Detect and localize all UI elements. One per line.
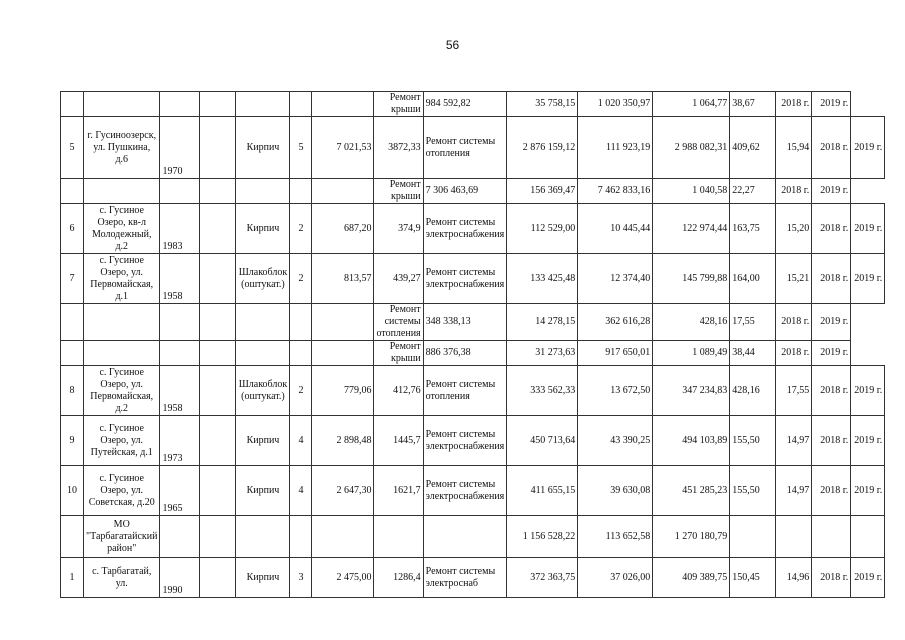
- table-row: [61, 92, 885, 117]
- address-cell: [84, 304, 160, 341]
- floors-cell: [290, 516, 312, 558]
- address-cell: [84, 341, 160, 366]
- table-row: [61, 179, 885, 204]
- cost-fund-cell: 411 655,15: [507, 466, 578, 516]
- cost-fund-cell: 333 562,33: [507, 366, 578, 416]
- year-start-cell: 2018 г.: [812, 466, 851, 516]
- cost-fund-cell: 14 278,15: [507, 304, 578, 341]
- year-start-cell: 2018 г.: [812, 366, 851, 416]
- cost-owners-cell: 13 672,50: [578, 366, 653, 416]
- total-area-cell: 2 475,00: [312, 558, 374, 598]
- cost-total-cell: 451 285,23: [653, 466, 730, 516]
- address-cell: с. Гусиное Озеро, ул. Первомайская, д.1: [84, 254, 160, 304]
- row-number-cell: [61, 304, 84, 341]
- row-number-cell: 8: [61, 366, 84, 416]
- year-end-cell: 2019 г.: [851, 466, 885, 516]
- total-area-cell: 813,57: [312, 254, 374, 304]
- year-end-cell: 2019 г.: [851, 558, 885, 598]
- cost-total-cell: 409 389,75: [653, 558, 730, 598]
- row-number-cell: 1: [61, 558, 84, 598]
- floors-cell: 4: [290, 466, 312, 516]
- blank-cell: [200, 341, 236, 366]
- total-area-cell: [312, 304, 374, 341]
- cost-total-cell: 1 089,49: [653, 341, 730, 366]
- row-number-cell: 10: [61, 466, 84, 516]
- living-area-cell: 412,76: [374, 366, 423, 416]
- living-area-cell: 374,9: [374, 204, 423, 254]
- cost-owners-cell: 7 462 833,16: [578, 179, 653, 204]
- year-start-cell: 2019 г.: [812, 179, 851, 204]
- address-cell: с. Тарбагатай, ул.: [84, 558, 160, 598]
- year-end-cell: 2019 г.: [851, 117, 885, 179]
- wall-material-cell: Кирпич: [236, 117, 290, 179]
- cost-owners-cell: 1 020 350,97: [578, 92, 653, 117]
- address-cell: [84, 179, 160, 204]
- year-cell: 1990: [160, 558, 200, 598]
- unit-cost-1-cell: 164,00: [730, 254, 776, 304]
- floors-cell: 3: [290, 558, 312, 598]
- wall-material-cell: Кирпич: [236, 416, 290, 466]
- total-area-cell: [312, 92, 374, 117]
- row-number-cell: [61, 516, 84, 558]
- wall-material-cell: Шлакоблок (оштукат.): [236, 366, 290, 416]
- work-type-cell: 984 592,82: [423, 92, 507, 117]
- wall-material-cell: [236, 304, 290, 341]
- living-area-cell: 3872,33: [374, 117, 423, 179]
- floors-cell: [290, 92, 312, 117]
- cost-owners-cell: 10 445,44: [578, 204, 653, 254]
- work-type-cell: Ремонт системы электроснабжения: [423, 466, 507, 516]
- blank-cell: [200, 516, 236, 558]
- living-area-cell: Ремонт крыши: [374, 179, 423, 204]
- floors-cell: 5: [290, 117, 312, 179]
- unit-cost-1-cell: 38,44: [730, 341, 776, 366]
- blank-cell: [200, 254, 236, 304]
- total-area-cell: 7 021,53: [312, 117, 374, 179]
- cost-total-cell: 145 799,88: [653, 254, 730, 304]
- unit-cost-2-cell: 2018 г.: [776, 179, 812, 204]
- wall-material-cell: [236, 341, 290, 366]
- unit-cost-2-cell: 2018 г.: [776, 304, 812, 341]
- row-number-cell: 7: [61, 254, 84, 304]
- unit-cost-2-cell: 14,97: [776, 416, 812, 466]
- floors-cell: 2: [290, 254, 312, 304]
- cost-owners-cell: 113 652,58: [578, 516, 653, 558]
- address-cell: МО "Тарбагатайский район": [84, 516, 160, 558]
- row-number-cell: [61, 179, 84, 204]
- year-end-cell: [851, 516, 885, 558]
- unit-cost-1-cell: 409,62: [730, 117, 776, 179]
- cost-owners-cell: 12 374,40: [578, 254, 653, 304]
- unit-cost-2-cell: 14,97: [776, 466, 812, 516]
- year-start-cell: 2018 г.: [812, 416, 851, 466]
- year-cell: [160, 304, 200, 341]
- work-type-cell: Ремонт системы электроснабжения: [423, 204, 507, 254]
- unit-cost-1-cell: 150,45: [730, 558, 776, 598]
- year-end-cell: 2019 г.: [851, 254, 885, 304]
- address-cell: г. Гусиноозерск, ул. Пушкина, д.6: [84, 117, 160, 179]
- cost-owners-cell: 111 923,19: [578, 117, 653, 179]
- table-row: [61, 341, 885, 366]
- wall-material-cell: [236, 179, 290, 204]
- blank-cell: [200, 558, 236, 598]
- total-area-cell: 779,06: [312, 366, 374, 416]
- unit-cost-1-cell: 163,75: [730, 204, 776, 254]
- cost-fund-cell: 156 369,47: [507, 179, 578, 204]
- cost-total-cell: 2 988 082,31: [653, 117, 730, 179]
- table-row: [61, 204, 885, 254]
- cost-total-cell: 1 270 180,79: [653, 516, 730, 558]
- unit-cost-2-cell: [776, 516, 812, 558]
- wall-material-cell: [236, 516, 290, 558]
- year-cell: 1958: [160, 254, 200, 304]
- work-type-cell: Ремонт системы отопления: [423, 366, 507, 416]
- row-number-cell: [61, 341, 84, 366]
- year-start-cell: 2018 г.: [812, 254, 851, 304]
- blank-cell: [200, 92, 236, 117]
- cost-owners-cell: 917 650,01: [578, 341, 653, 366]
- blank-cell: [200, 304, 236, 341]
- unit-cost-1-cell: 38,67: [730, 92, 776, 117]
- year-cell: 1983: [160, 204, 200, 254]
- work-type-cell: Ремонт системы электроснабжения: [423, 254, 507, 304]
- floors-cell: [290, 179, 312, 204]
- page-number: 56: [445, 38, 460, 52]
- blank-cell: [200, 466, 236, 516]
- table-row: [61, 516, 885, 558]
- year-start-cell: [812, 516, 851, 558]
- table-row: [61, 254, 885, 304]
- unit-cost-1-cell: 155,50: [730, 466, 776, 516]
- address-cell: с. Гусиное Озеро, ул. Путейская, д.1: [84, 416, 160, 466]
- year-cell: 1958: [160, 366, 200, 416]
- address-cell: с. Гусиное Озеро, ул. Советская, д.20: [84, 466, 160, 516]
- work-type-cell: 348 338,13: [423, 304, 507, 341]
- living-area-cell: Ремонт системы отопления: [374, 304, 423, 341]
- row-number-cell: 9: [61, 416, 84, 466]
- work-type-cell: Ремонт системы отопления: [423, 117, 507, 179]
- cost-owners-cell: 37 026,00: [578, 558, 653, 598]
- table-row: [61, 558, 885, 598]
- table-row: [61, 117, 885, 179]
- year-start-cell: 2018 г.: [812, 558, 851, 598]
- unit-cost-1-cell: 22,27: [730, 179, 776, 204]
- cost-fund-cell: 35 758,15: [507, 92, 578, 117]
- cost-fund-cell: 31 273,63: [507, 341, 578, 366]
- unit-cost-1-cell: 428,16: [730, 366, 776, 416]
- living-area-cell: 1445,7: [374, 416, 423, 466]
- year-cell: 1973: [160, 416, 200, 466]
- year-cell: [160, 179, 200, 204]
- wall-material-cell: Кирпич: [236, 558, 290, 598]
- total-area-cell: [312, 179, 374, 204]
- year-end-cell: 2019 г.: [851, 366, 885, 416]
- unit-cost-2-cell: 15,21: [776, 254, 812, 304]
- living-area-cell: Ремонт крыши: [374, 341, 423, 366]
- year-start-cell: 2018 г.: [812, 204, 851, 254]
- cost-fund-cell: 133 425,48: [507, 254, 578, 304]
- table-row: [61, 366, 885, 416]
- year-start-cell: 2019 г.: [812, 92, 851, 117]
- blank-cell: [200, 179, 236, 204]
- cost-total-cell: 347 234,83: [653, 366, 730, 416]
- floors-cell: 2: [290, 366, 312, 416]
- blank-cell: [200, 366, 236, 416]
- total-area-cell: [312, 341, 374, 366]
- cost-owners-cell: 43 390,25: [578, 416, 653, 466]
- cost-total-cell: 428,16: [653, 304, 730, 341]
- year-cell: 1965: [160, 466, 200, 516]
- unit-cost-1-cell: 17,55: [730, 304, 776, 341]
- year-cell: 1970: [160, 117, 200, 179]
- row-number-cell: 6: [61, 204, 84, 254]
- cost-owners-cell: 362 616,28: [578, 304, 653, 341]
- floors-cell: 2: [290, 204, 312, 254]
- cost-fund-cell: 2 876 159,12: [507, 117, 578, 179]
- living-area-cell: 439,27: [374, 254, 423, 304]
- address-cell: с. Гусиное Озеро, ул. Первомайская, д.2: [84, 366, 160, 416]
- wall-material-cell: Шлакоблок (оштукат.): [236, 254, 290, 304]
- living-area-cell: 1286,4: [374, 558, 423, 598]
- address-cell: с. Гусиное Озеро, кв-л Молодежный, д.2: [84, 204, 160, 254]
- floors-cell: [290, 304, 312, 341]
- year-start-cell: 2019 г.: [812, 341, 851, 366]
- year-cell: [160, 92, 200, 117]
- cost-total-cell: 494 103,89: [653, 416, 730, 466]
- year-end-cell: 2019 г.: [851, 416, 885, 466]
- wall-material-cell: Кирпич: [236, 204, 290, 254]
- cost-fund-cell: 450 713,64: [507, 416, 578, 466]
- table-row: [61, 466, 885, 516]
- table-row: [61, 304, 885, 341]
- living-area-cell: Ремонт крыши: [374, 92, 423, 117]
- unit-cost-2-cell: 2018 г.: [776, 92, 812, 117]
- floors-cell: 4: [290, 416, 312, 466]
- table-row: [61, 416, 885, 466]
- total-area-cell: [312, 516, 374, 558]
- work-type-cell: 886 376,38: [423, 341, 507, 366]
- work-type-cell: 7 306 463,69: [423, 179, 507, 204]
- year-start-cell: 2018 г.: [812, 117, 851, 179]
- work-type-cell: [423, 516, 507, 558]
- year-cell: [160, 341, 200, 366]
- cost-owners-cell: 39 630,08: [578, 466, 653, 516]
- work-type-cell: Ремонт системы электроснаб: [423, 558, 507, 598]
- cost-fund-cell: 1 156 528,22: [507, 516, 578, 558]
- capital-repair-table: [60, 91, 885, 598]
- unit-cost-2-cell: 14,96: [776, 558, 812, 598]
- unit-cost-2-cell: 15,94: [776, 117, 812, 179]
- address-cell: [84, 92, 160, 117]
- cost-fund-cell: 372 363,75: [507, 558, 578, 598]
- year-start-cell: 2019 г.: [812, 304, 851, 341]
- unit-cost-1-cell: 155,50: [730, 416, 776, 466]
- row-number-cell: [61, 92, 84, 117]
- wall-material-cell: [236, 92, 290, 117]
- unit-cost-2-cell: 15,20: [776, 204, 812, 254]
- blank-cell: [200, 204, 236, 254]
- cost-total-cell: 1 040,58: [653, 179, 730, 204]
- unit-cost-2-cell: 2018 г.: [776, 341, 812, 366]
- year-end-cell: 2019 г.: [851, 204, 885, 254]
- blank-cell: [200, 416, 236, 466]
- total-area-cell: 2 898,48: [312, 416, 374, 466]
- cost-fund-cell: 112 529,00: [507, 204, 578, 254]
- blank-cell: [200, 117, 236, 179]
- work-type-cell: Ремонт системы электроснабжения: [423, 416, 507, 466]
- living-area-cell: [374, 516, 423, 558]
- unit-cost-2-cell: 17,55: [776, 366, 812, 416]
- total-area-cell: 2 647,30: [312, 466, 374, 516]
- cost-total-cell: 1 064,77: [653, 92, 730, 117]
- total-area-cell: 687,20: [312, 204, 374, 254]
- cost-total-cell: 122 974,44: [653, 204, 730, 254]
- row-number-cell: 5: [61, 117, 84, 179]
- living-area-cell: 1621,7: [374, 466, 423, 516]
- wall-material-cell: Кирпич: [236, 466, 290, 516]
- year-cell: [160, 516, 200, 558]
- unit-cost-1-cell: [730, 516, 776, 558]
- floors-cell: [290, 341, 312, 366]
